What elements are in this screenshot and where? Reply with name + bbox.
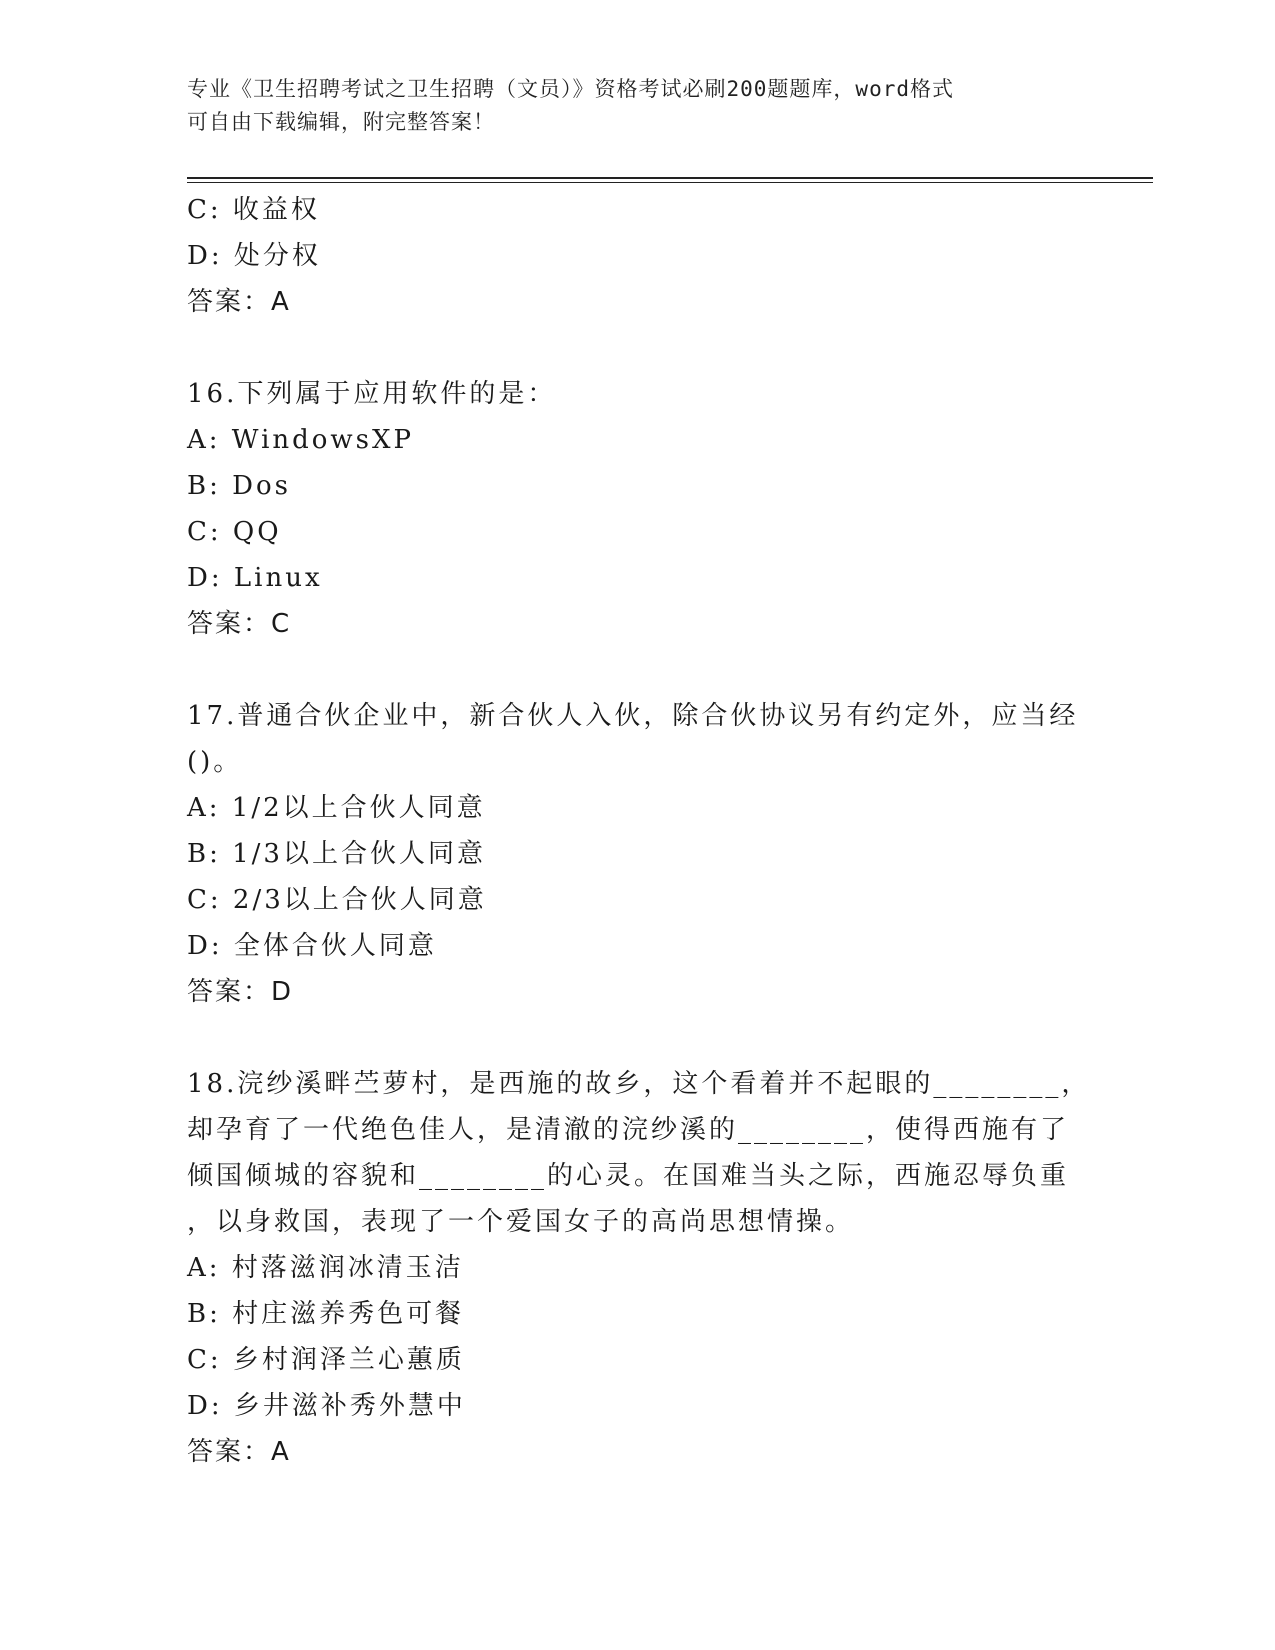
document-header <box>187 73 1067 139</box>
question-15 <box>187 187 1087 325</box>
option-a: A: 村落滋润冰清玉洁 <box>187 1253 464 1283</box>
option-d: D: 乡井滋补秀外慧中 <box>187 1391 466 1421</box>
question-text-line-2: 却孕育了一代绝色佳人，是清澈的浣纱溪的________，使得西施有了 <box>187 1115 1070 1145</box>
option-d: D: 处分权 <box>187 241 321 271</box>
option-c: C: 收益权 <box>187 195 320 225</box>
question-text-line-1: 17.普通合伙企业中，新合伙人入伙，除合伙协议另有约定外，应当经 <box>187 701 1079 731</box>
spacer <box>187 325 1087 371</box>
header-title-line-2: 可自由下载编辑，附完整答案！ <box>187 110 495 134</box>
question-text: 16.下列属于应用软件的是： <box>187 379 557 409</box>
answer-label: 答案：A <box>187 287 291 317</box>
question-16 <box>187 371 1087 647</box>
option-d: D: 全体合伙人同意 <box>187 931 437 961</box>
option-b: B: 1/3以上合伙人同意 <box>187 839 486 869</box>
option-c: C: 乡村润泽兰心蕙质 <box>187 1345 465 1375</box>
spacer <box>187 1015 1087 1061</box>
answer-label: 答案：D <box>187 977 294 1007</box>
option-c: C: 2/3以上合伙人同意 <box>187 885 487 915</box>
option-b: B: Dos <box>187 471 291 501</box>
header-rule-thick <box>187 177 1153 179</box>
answer-label: 答案：A <box>187 1437 291 1467</box>
header-title-line-1: 专业《卫生招聘考试之卫生招聘（文员）》资格考试必刷200题题库，word格式 <box>187 77 954 101</box>
question-text-line-2: ()。 <box>187 747 243 777</box>
question-list <box>187 187 1091 1475</box>
option-c: C: QQ <box>187 517 282 547</box>
option-b: B: 村庄滋养秀色可餐 <box>187 1299 465 1329</box>
option-a: A: 1/2以上合伙人同意 <box>187 793 486 823</box>
question-17 <box>187 693 1087 1015</box>
question-18 <box>187 1061 1091 1475</box>
option-d: D: Linux <box>187 563 323 593</box>
question-text-line-4: ，以身救国，表现了一个爱国女子的高尚思想情操。 <box>187 1207 855 1237</box>
answer-label: 答案：C <box>187 609 292 639</box>
question-text-line-3: 倾国倾城的容貌和________的心灵。在国难当头之际，西施忍辱负重 <box>187 1161 1070 1191</box>
spacer <box>187 647 1087 693</box>
question-text-line-1: 18.浣纱溪畔苎萝村，是西施的故乡，这个看着并不起眼的________， <box>187 1069 1091 1099</box>
option-a: A: WindowsXP <box>187 425 415 455</box>
header-rule-thin <box>187 182 1153 183</box>
